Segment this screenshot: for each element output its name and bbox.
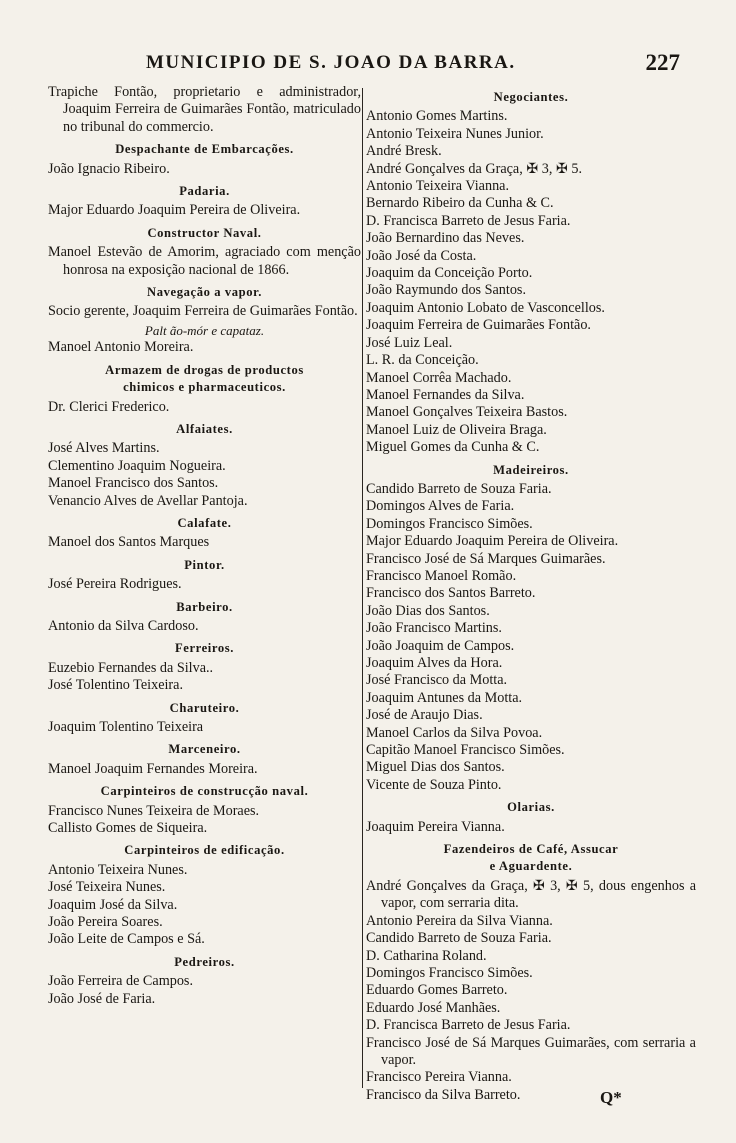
directory-entry: Euzebio Fernandes da Silva..: [48, 659, 214, 676]
section-heading: [48, 842, 361, 859]
directory-entry: Joaquim Antonio Lobato de Vasconcellos.: [366, 299, 605, 316]
directory-entry: Domingos Francisco Simões.: [366, 964, 533, 981]
directory-entry: José Francisco da Motta.: [366, 672, 508, 689]
directory-entry: D. Francisca Barreto de Jesus Faria.: [366, 212, 571, 229]
section-heading-line: Charuteiro.: [169, 700, 240, 715]
section-heading: [48, 640, 361, 657]
directory-entry: João Leite de Campos e Sá.: [48, 931, 205, 948]
section-heading: [48, 421, 361, 438]
page-header: [40, 50, 690, 78]
directory-entry: Manoel Luiz de Oliveira Braga.: [366, 421, 547, 438]
directory-entry: João José da Costa.: [366, 247, 477, 264]
directory-entry: Dr. Clerici Frederico.: [48, 398, 170, 415]
section-heading-line: Fazendeiros de Café, Assucar: [443, 842, 619, 857]
section-heading: [48, 284, 361, 301]
directory-section: [48, 842, 361, 948]
directory-entry: José Luiz Leal.: [366, 334, 453, 351]
directory-entry: André Gonçalves da Graça, ✠ 3, ✠ 5, dous engenhos a vapor, com serraria dita.: [366, 877, 696, 912]
directory-entry: Capitão Manoel Francisco Simões.: [366, 742, 565, 759]
directory-entry: João Joaquim de Campos.: [366, 637, 515, 654]
directory-section: [48, 362, 361, 416]
directory-entry: Joaquim da Conceição Porto.: [366, 265, 533, 282]
section-heading: [48, 700, 361, 717]
page-number: 227: [645, 50, 680, 75]
directory-entry: Manoel Estevão de Amorim, agraciado com menção honrosa na exposição nacional de 1866.: [48, 244, 361, 278]
section-heading-line: Navegação a vapor.: [147, 285, 262, 300]
directory-entry: João Ferreira de Campos.: [48, 973, 193, 990]
directory-entry: Joaquim Tolentino Teixeira: [48, 719, 204, 735]
section-heading: [48, 954, 361, 971]
section-heading-line: Padaria.: [179, 184, 230, 199]
directory-entry: José Pereira Rodrigues.: [48, 576, 182, 593]
directory-section: [48, 84, 361, 136]
directory-entry: Joaquim José da Silva.: [48, 896, 178, 913]
section-heading-line: Carpinteiros de construcção naval.: [100, 784, 309, 799]
section-heading-line: Madeireiros.: [493, 462, 569, 477]
section-heading: [48, 362, 361, 397]
directory-entry: Manoel Carlos da Silva Povoa.: [366, 724, 543, 741]
directory-entry: Major Eduardo Joaquim Pereira de Oliveira.: [366, 533, 619, 550]
directory-entry: Vicente de Souza Pinto.: [366, 776, 502, 793]
directory-entry: Manoel Gonçalves Teixeira Bastos.: [366, 404, 568, 421]
directory-entry: João Ignacio Ribeiro.: [48, 160, 170, 177]
section-heading: [48, 183, 361, 200]
directory-entry: Clementino Joaquim Nogueira.: [48, 457, 226, 474]
directory-entry: André Bresk.: [366, 143, 442, 160]
section-heading-line: e Aguardente.: [489, 859, 573, 874]
directory-entry: Manoel Antonio Moreira.: [48, 339, 194, 356]
directory-section: [48, 640, 361, 694]
section-heading-line: Despachante de Embarcações.: [115, 142, 294, 157]
section-heading-line: chimicos e pharmaceuticos.: [123, 380, 286, 395]
directory-entry: Antonio da Silva Cardoso.: [48, 617, 199, 634]
directory-entry: José Alves Martins.: [48, 440, 160, 457]
section-heading: [48, 599, 361, 616]
directory-entry: Joaquim Antunes da Motta.: [366, 689, 523, 706]
directory-entry: Manoel Corrêa Machado.: [366, 369, 512, 386]
directory-entry: João José de Faria.: [48, 990, 156, 1007]
directory-entry: Domingos Francisco Simões.: [366, 515, 533, 532]
directory-entry: José Tolentino Teixeira.: [48, 677, 184, 694]
directory-entry: D. Francisca Barreto de Jesus Faria.: [366, 1017, 571, 1034]
section-heading: [366, 89, 696, 106]
directory-entry: Antonio Gomes Martins.: [366, 108, 508, 125]
directory-entry: Francisco Nunes Teixeira de Moraes.: [48, 802, 260, 819]
directory-section: [366, 89, 696, 457]
directory-entry: Joaquim Ferreira de Guimarães Fontão.: [366, 317, 591, 334]
directory-section: [48, 557, 361, 594]
directory-section: [366, 841, 696, 1104]
directory-section: [48, 141, 361, 178]
section-heading-line: Marceneiro.: [168, 742, 241, 757]
directory-section: [48, 421, 361, 510]
directory-entry: Candido Barreto de Souza Faria.: [366, 480, 552, 497]
section-heading-line: Alfaiates.: [176, 421, 233, 436]
column-divider: [362, 88, 363, 1088]
directory-entry: José Teixeira Nunes.: [48, 879, 166, 896]
directory-section: [48, 700, 361, 737]
section-heading: [48, 741, 361, 758]
section-heading: [48, 141, 361, 158]
directory-entry: Antonio Teixeira Vianna.: [366, 178, 510, 195]
directory-section: [48, 599, 361, 636]
directory-entry: Francisco Pereira Vianna.: [366, 1069, 512, 1086]
section-heading-line: Negociantes.: [493, 90, 569, 104]
directory-entry: L. R. da Conceição.: [366, 352, 479, 369]
directory-entry: José de Araujo Dias.: [366, 707, 483, 724]
directory-entry: Francisco José de Sá Marques Guimarães, com serraria a vapor.: [366, 1034, 696, 1068]
directory-entry: Manoel dos Santos Marques: [48, 534, 210, 551]
directory-entry: Antonio Teixeira Nunes.: [48, 861, 188, 878]
directory-entry: Miguel Gomes da Cunha & C.: [366, 439, 540, 456]
directory-entry: Major Eduardo Joaquim Pereira de Oliveira.: [48, 202, 301, 219]
directory-section: [48, 954, 361, 1008]
section-heading-line: Armazem de drogas de productos: [105, 362, 304, 377]
section-heading: [366, 462, 696, 479]
directory-entry: Manoel Francisco dos Santos.: [48, 475, 219, 492]
directory-entry: Venancio Alves de Avellar Pantoja.: [48, 492, 248, 509]
directory-entry: João Pereira Soares.: [48, 914, 163, 931]
section-heading: [48, 557, 361, 574]
directory-entry: Joaquim Alves da Hora.: [366, 655, 503, 671]
page-title: MUNICIPIO DE S. JOAO DA BARRA.: [146, 52, 516, 73]
directory-entry: Manoel Fernandes da Silva.: [366, 386, 525, 403]
directory-section: [366, 799, 696, 836]
directory-section: [48, 783, 361, 837]
section-heading-line: Olarias.: [507, 800, 555, 815]
section-heading: [48, 225, 361, 242]
directory-entry: Francisco dos Santos Barreto.: [366, 585, 536, 602]
section-heading-line: Barbeiro.: [176, 599, 233, 614]
directory-entry: Antonio Pereira da Silva Vianna.: [366, 912, 553, 929]
directory-entry: Francisco José de Sá Marques Guimarães.: [366, 550, 606, 567]
directory-entry: Bernardo Ribeiro da Cunha & C.: [366, 195, 554, 212]
directory-entry: João Francisco Martins.: [366, 620, 502, 637]
section-heading: [48, 515, 361, 532]
directory-entry: Manoel Joaquim Fernandes Moreira.: [48, 760, 258, 777]
directory-entry: João Dias dos Santos.: [366, 602, 490, 619]
section-heading-line: Pedreiros.: [174, 954, 235, 969]
directory-section: [48, 183, 361, 220]
directory-entry: Miguel Dias dos Santos.: [366, 759, 505, 776]
directory-section: [48, 741, 361, 778]
directory-entry: João Raymundo dos Santos.: [366, 282, 527, 299]
directory-entry: Francisco Manoel Romão.: [366, 567, 517, 584]
section-subnote: Palt ão-mór e capataz.: [144, 322, 265, 338]
section-heading-line: Calafate.: [177, 515, 232, 530]
section-heading: [366, 841, 696, 876]
section-heading-line: Constructor Naval.: [147, 225, 262, 240]
directory-section: [366, 462, 696, 795]
directory-section: [48, 284, 361, 357]
section-heading: [366, 799, 696, 816]
directory-entry: Callisto Gomes de Siqueira.: [48, 820, 208, 837]
section-heading-line: Ferreiros.: [174, 641, 235, 656]
section-heading-line: Carpinteiros de edificação.: [124, 843, 285, 858]
right-column: [366, 84, 696, 1104]
directory-entry: Socio gerente, Joaquim Ferreira de Guimarães Fontão.: [48, 303, 358, 320]
directory-section: [48, 225, 361, 279]
directory-entry: Francisco da Silva Barreto.: [366, 1086, 521, 1103]
section-heading: [48, 783, 361, 800]
left-column: [48, 84, 361, 1008]
directory-entry: Joaquim Pereira Vianna.: [366, 818, 505, 835]
directory-entry: Antonio Teixeira Nunes Junior.: [366, 125, 544, 142]
directory-entry: Domingos Alves de Faria.: [366, 498, 515, 515]
directory-entry: Candido Barreto de Souza Faria.: [366, 930, 552, 947]
directory-section: [48, 515, 361, 552]
directory-entry: Eduardo Gomes Barreto.: [366, 982, 508, 999]
directory-entry: Trapiche Fontão, proprietario e administrador, Joaquim Ferreira de Guimarães Fontão, matriculado no tribunal do commercio.: [48, 84, 361, 135]
directory-entry: D. Catharina Roland.: [366, 947, 487, 964]
directory-entry: João Bernardino das Neves.: [366, 230, 525, 247]
directory-entry: André Gonçalves da Graça, ✠ 3, ✠ 5.: [366, 160, 583, 177]
section-heading-line: Pintor.: [184, 557, 225, 572]
directory-entry: Eduardo José Manhães.: [366, 999, 501, 1016]
signature-mark: Q*: [600, 1088, 622, 1107]
